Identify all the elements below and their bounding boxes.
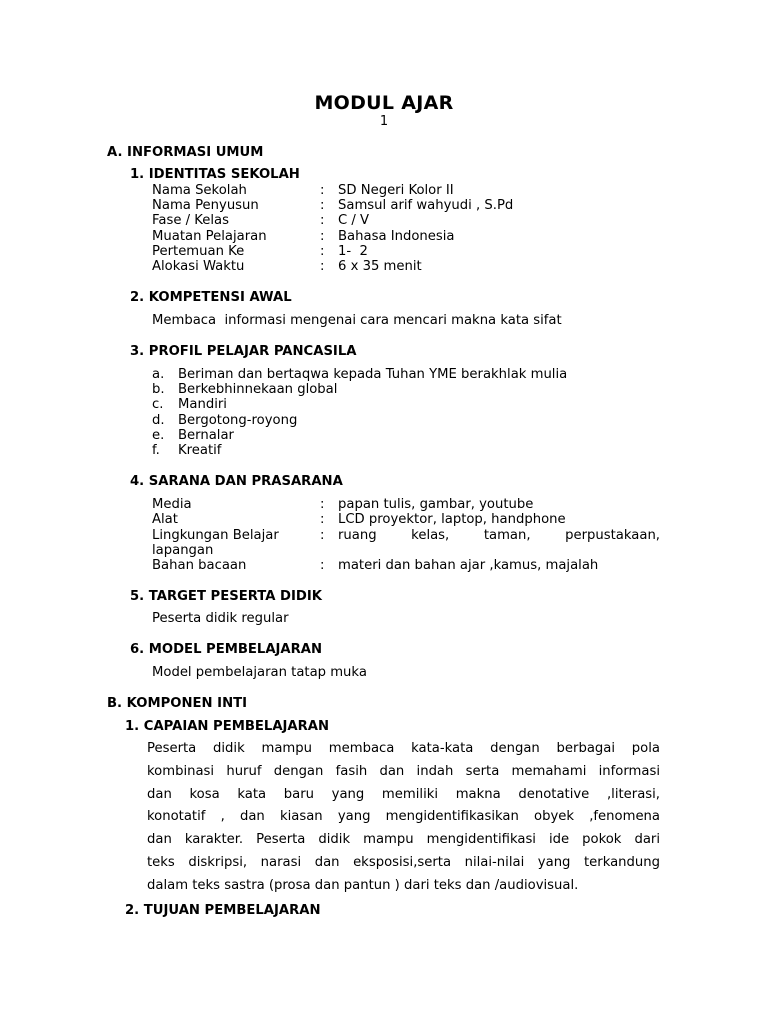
paragraph-line: konotatif , dan kiasan yang mengidentifikasikan obyek ,fenomena [147,809,660,825]
list-marker: a. [152,367,165,382]
sarana-value: papan tulis, gambar, youtube [338,497,534,512]
list-item: Bergotong-royong [178,413,298,428]
model-heading: 6. MODEL PEMBELAJARAN [130,642,323,657]
list-marker: c. [152,397,164,412]
sarana-value: materi dan bahan ajar ,kamus, majalah [338,558,599,573]
capaian-paragraph [147,738,660,898]
identitas-label: Nama Sekolah [152,183,247,198]
list-item: Bernalar [178,428,234,443]
target-heading: 5. TARGET PESERTA DIDIK [130,589,322,604]
profil-heading: 3. PROFIL PELAJAR PANCASILA [130,344,357,359]
identitas-value: 6 x 35 menit [338,259,422,274]
section-a-heading: A. INFORMASI UMUM [107,145,264,160]
sarana-value: LCD proyektor, laptop, handphone [338,512,566,527]
sarana-sep: : [320,528,325,543]
identitas-value: 1- 2 [338,244,368,259]
sarana-label: Lingkungan Belajar [152,528,279,543]
paragraph-line: dan kosa kata baru yang memiliki makna denotative ,literasi, [147,786,660,802]
tujuan-heading: 2. TUJUAN PEMBELAJARAN [125,903,321,918]
list-item: Kreatif [178,443,222,458]
list-item: Beriman dan bertaqwa kepada Tuhan YME berakhlak mulia [178,367,568,382]
sarana-label: Media [152,497,192,512]
sarana-sep: : [320,497,325,512]
identitas-sep: : [320,244,325,259]
document-title: MODUL AJAR [314,92,454,114]
target-text: Peserta didik regular [152,611,289,626]
page-number: 1 [379,114,389,129]
list-marker: f. [152,443,160,458]
model-text: Model pembelajaran tatap muka [152,665,367,680]
paragraph-line: dan karakter. Peserta didik mampu mengidentifikasi ide pokok dari [147,832,660,848]
list-marker: b. [152,382,165,397]
identitas-sep: : [320,198,325,213]
sarana-label: Alat [152,512,178,527]
identitas-label: Alokasi Waktu [152,259,245,274]
identitas-sep: : [320,229,325,244]
sarana-heading: 4. SARANA DAN PRASARANA [130,474,343,489]
sarana-value: ruang kelas, taman, perpustakaan, [338,528,660,543]
identitas-value: Samsul arif wahyudi , S.Pd [338,198,514,213]
identitas-value: SD Negeri Kolor II [338,183,454,198]
identitas-sep: : [320,259,325,274]
paragraph-line: kombinasi huruf dengan fasih dan indah serta memahami informasi [147,763,660,779]
paragraph-line: teks diskripsi, narasi dan eksposisi,serta nilai-nilai yang terkandung [147,854,660,870]
paragraph-line: Peserta didik mampu membaca kata-kata dengan berbagai pola [147,741,660,756]
sarana-value-continuation: lapangan [152,543,214,558]
list-item: Mandiri [178,397,227,412]
identitas-label: Fase / Kelas [152,213,229,228]
kompetensi-heading: 2. KOMPETENSI AWAL [130,290,292,305]
list-item: Berkebhinnekaan global [178,382,338,397]
identitas-label: Muatan Pelajaran [152,229,267,244]
identitas-heading: 1. IDENTITAS SEKOLAH [130,167,300,182]
identitas-label: Pertemuan Ke [152,244,245,259]
identitas-sep: : [320,213,325,228]
paragraph-line: dalam teks sastra (prosa dan pantun ) dari teks dan /audiovisual. [147,877,579,893]
identitas-value: C / V [338,213,370,228]
sarana-sep: : [320,512,325,527]
identitas-label: Nama Penyusun [152,198,259,213]
kompetensi-text: Membaca informasi mengenai cara mencari makna kata sifat [152,313,562,328]
list-marker: e. [152,428,165,443]
identitas-sep: : [320,183,325,198]
sarana-label: Bahan bacaan [152,558,247,573]
capaian-heading: 1. CAPAIAN PEMBELAJARAN [125,719,330,734]
section-b-heading: B. KOMPONEN INTI [107,696,248,711]
identitas-value: Bahasa Indonesia [338,229,455,244]
list-marker: d. [152,413,165,428]
sarana-sep: : [320,558,325,573]
